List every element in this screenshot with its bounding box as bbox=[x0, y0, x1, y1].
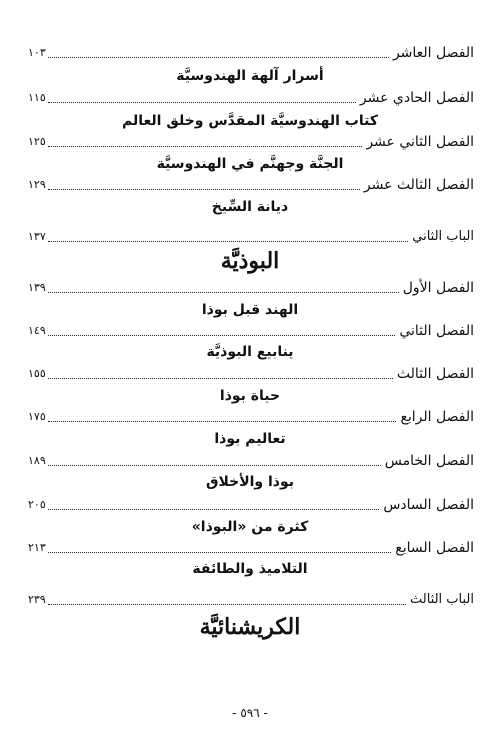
toc-entry[interactable] bbox=[28, 537, 474, 557]
toc-entry[interactable] bbox=[28, 363, 474, 383]
chapter-label: الفصل السابع bbox=[395, 540, 474, 556]
chapter-label: الفصل الثاني عشر bbox=[366, 134, 474, 150]
page-number: ٢٠٥ bbox=[28, 498, 46, 511]
page-number: ٢٣٩ bbox=[28, 593, 46, 606]
toc-entry[interactable] bbox=[28, 406, 474, 426]
chapter-label: الفصل الرابع bbox=[400, 409, 474, 425]
page-number: ١٤٩ bbox=[28, 324, 46, 337]
chapter-label: الفصل الثالث عشر bbox=[363, 177, 474, 193]
page-number: ٢١٣ bbox=[28, 541, 46, 554]
toc-entry[interactable] bbox=[28, 42, 474, 62]
chapter-title: الجنَّة وجهنَّم في الهندوسيَّة bbox=[156, 156, 344, 172]
page-number: ١٠٣ bbox=[28, 46, 46, 59]
dot-leader bbox=[48, 603, 406, 605]
chapter-label: الفصل الخامس bbox=[384, 453, 474, 469]
page-number: ١٧٥ bbox=[28, 410, 46, 423]
toc-part-entry[interactable] bbox=[28, 226, 474, 246]
dot-leader bbox=[48, 420, 397, 422]
toc-entry[interactable] bbox=[28, 320, 474, 340]
dot-leader bbox=[48, 508, 380, 510]
toc-part-entry[interactable] bbox=[28, 589, 474, 609]
toc-entry[interactable] bbox=[28, 277, 474, 297]
dot-leader bbox=[48, 145, 363, 147]
page-number: ١٨٩ bbox=[28, 454, 46, 467]
page-number: ١١٥ bbox=[28, 91, 46, 104]
chapter-title: بوذا والأخلاق bbox=[205, 474, 295, 490]
page-number: ١٣٧ bbox=[28, 230, 46, 243]
chapter-label: الفصل الثالث bbox=[396, 366, 474, 382]
toc-entry[interactable] bbox=[28, 450, 474, 470]
chapter-title: الهند قبل بوذا bbox=[201, 302, 299, 318]
chapter-title: تعاليم بوذا bbox=[214, 431, 286, 447]
dot-leader bbox=[48, 551, 392, 553]
dot-leader bbox=[48, 101, 356, 103]
chapter-title: التلاميذ والطائفة bbox=[192, 561, 308, 577]
dot-leader bbox=[48, 464, 381, 466]
page-number: ١٥٥ bbox=[28, 367, 46, 380]
page-folio: - ٥٩٦ - bbox=[232, 706, 268, 720]
chapter-label: الفصل العاشر bbox=[392, 45, 474, 61]
dot-leader bbox=[48, 56, 389, 58]
part-title: الكريشنائيَّة bbox=[199, 614, 301, 640]
chapter-title: كثرة من «البوذا» bbox=[191, 519, 309, 535]
chapter-label: الفصل الأول bbox=[402, 280, 474, 296]
toc-entry[interactable] bbox=[28, 87, 474, 107]
page-number: ١٣٩ bbox=[28, 281, 46, 294]
dot-leader bbox=[48, 240, 409, 242]
chapter-label: الفصل الحادي عشر bbox=[359, 90, 474, 106]
toc-entry[interactable] bbox=[28, 131, 474, 151]
chapter-title: ديانة السِّيخ bbox=[211, 199, 289, 215]
dot-leader bbox=[48, 377, 393, 379]
chapter-label: الفصل الثاني bbox=[399, 323, 474, 339]
toc-entry[interactable] bbox=[28, 494, 474, 514]
chapter-title: كتاب الهندوسيَّة المقدَّس وخلق العالم bbox=[122, 113, 378, 129]
dot-leader bbox=[48, 334, 396, 336]
part-label: الباب الثالث bbox=[409, 592, 474, 607]
part-title: البوذيَّة bbox=[220, 248, 280, 274]
chapter-title: أسرار آلهة الهندوسيَّة bbox=[176, 68, 324, 84]
chapter-title: ينابيع البوذيَّة bbox=[206, 344, 294, 360]
part-label: الباب الثاني bbox=[412, 229, 474, 244]
toc-entry[interactable] bbox=[28, 174, 474, 194]
dot-leader bbox=[48, 291, 399, 293]
page-number: ١٢٩ bbox=[28, 178, 46, 191]
chapter-title: حياة بوذا bbox=[219, 388, 281, 404]
page-number: ١٢٥ bbox=[28, 135, 46, 148]
chapter-label: الفصل السادس bbox=[383, 497, 474, 513]
dot-leader bbox=[48, 188, 360, 190]
